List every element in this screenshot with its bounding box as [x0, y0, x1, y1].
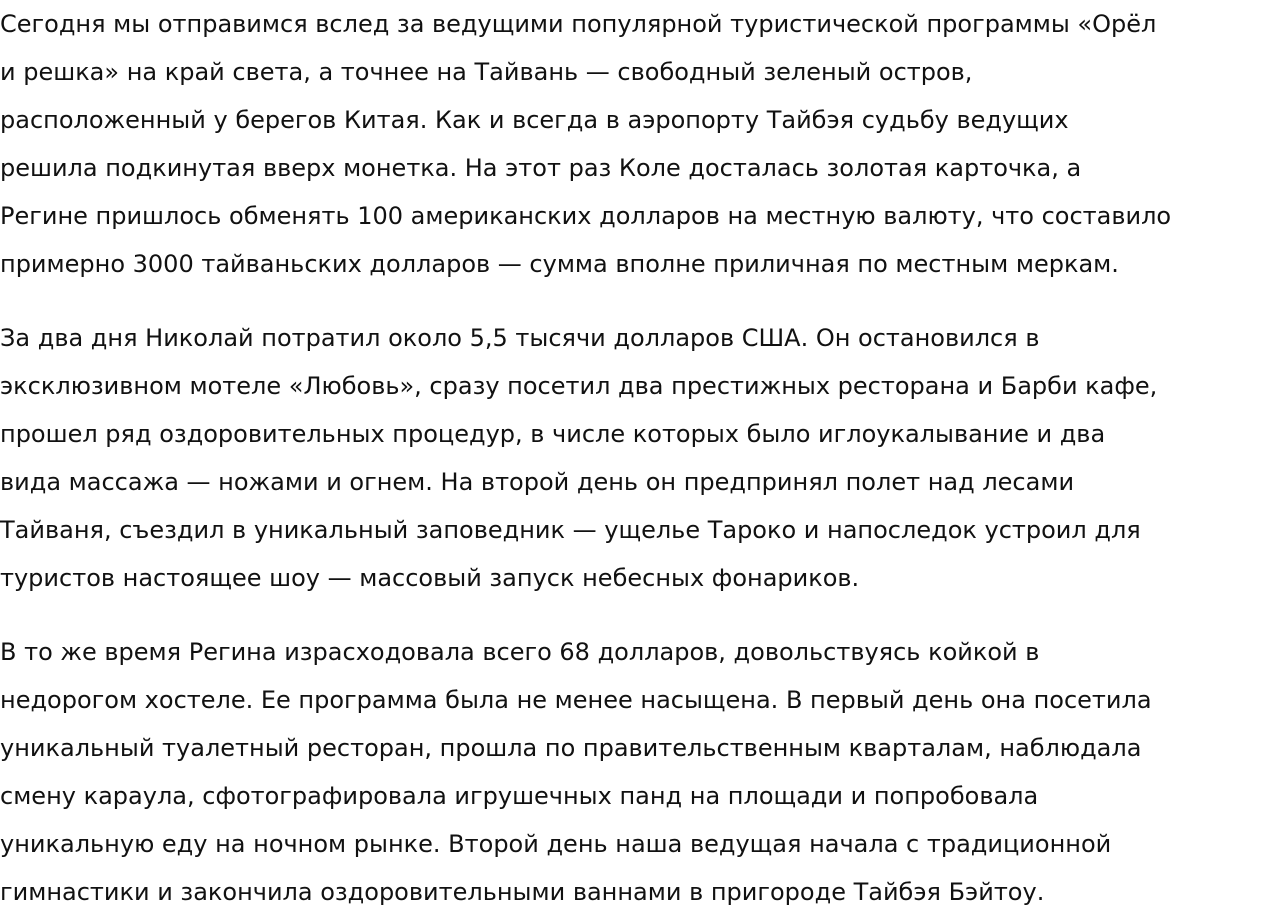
- paragraph-line: решила подкинутая вверх монетка. На этот раз Коле досталась золотая карточка, а: [0, 154, 1082, 182]
- paragraph-line: недорогом хостеле. Ее программа была не менее насыщена. В первый день она посетила: [0, 686, 1152, 714]
- article-paragraph-1: [0, 0, 1270, 288]
- article-paragraph-3: [0, 628, 1270, 916]
- paragraph-line: уникальный туалетный ресторан, прошла по правительственным кварталам, наблюдала: [0, 734, 1142, 762]
- paragraph-line: Регине пришлось обменять 100 американских долларов на местную валюту, что составило: [0, 202, 1172, 230]
- paragraph-line: За два дня Николай потратил около 5,5 тысячи долларов США. Он остановился в: [0, 324, 1040, 352]
- paragraph-line: В то же время Регина израсходовала всего 68 долларов, довольствуясь койкой в: [0, 638, 1040, 666]
- paragraph-line: Тайваня, съездил в уникальный заповедник — ущелье Тароко и напоследок устроил для: [0, 516, 1141, 544]
- paragraph-line: расположенный у берегов Китая. Как и всегда в аэропорту Тайбэя судьбу ведущих: [0, 106, 1069, 134]
- paragraph-line: туристов настоящее шоу — массовый запуск небесных фонариков.: [0, 564, 860, 592]
- paragraph-line: смену караула, сфотографировала игрушечных панд на площади и попробовала: [0, 782, 1039, 810]
- paragraph-line: примерно 3000 тайваньских долларов — сумма вполне приличная по местным меркам.: [0, 250, 1119, 278]
- paragraph-line: Сегодня мы отправимся вслед за ведущими популярной туристической программы «Орёл: [0, 10, 1157, 38]
- paragraph-line: эксклюзивном мотеле «Любовь», сразу посетил два престижных ресторана и Барби кафе,: [0, 372, 1158, 400]
- article-paragraph-2: [0, 314, 1270, 602]
- paragraph-line: вида массажа — ножами и огнем. На второй день он предпринял полет над лесами: [0, 468, 1075, 496]
- paragraph-line: и решка» на край света, а точнее на Тайвань — свободный зеленый остров,: [0, 58, 973, 86]
- paragraph-line: гимнастики и закончила оздоровительными ваннами в пригороде Тайбэя Бэйтоу.: [0, 878, 1045, 906]
- paragraph-line: прошел ряд оздоровительных процедур, в числе которых было иглоукалывание и два: [0, 420, 1106, 448]
- paragraph-line: уникальную еду на ночном рынке. Второй день наша ведущая начала с традиционной: [0, 830, 1112, 858]
